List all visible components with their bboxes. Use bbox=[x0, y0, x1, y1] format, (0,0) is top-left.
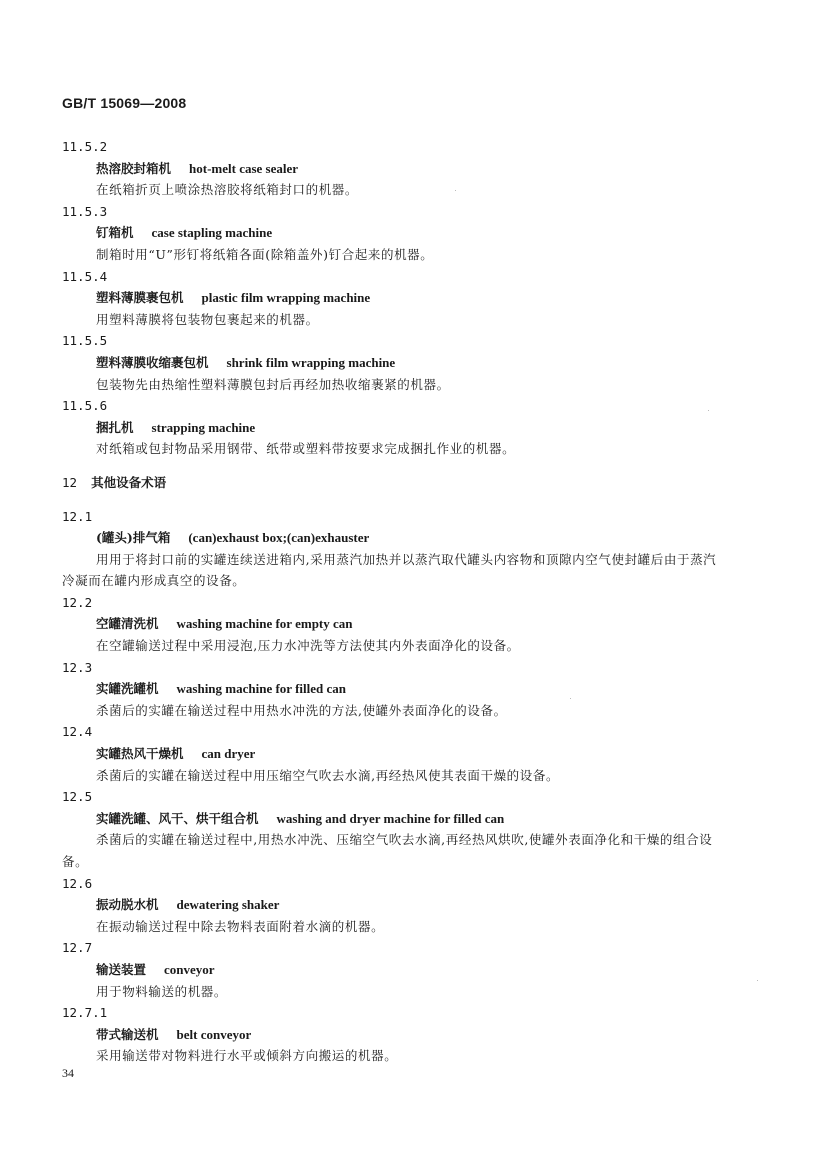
term-heading bbox=[96, 222, 827, 244]
term-zh: 捆扎机 bbox=[96, 419, 134, 435]
term-en: can dryer bbox=[201, 746, 256, 762]
clause-number: 12.6 bbox=[62, 875, 93, 891]
clause-number: 12.7 bbox=[62, 940, 93, 956]
term-definition: 杀菌后的实罐在输送过程中用热水冲洗的方法,使罐外表面净化的设备。 bbox=[96, 702, 507, 718]
term-zh: 实罐热风干燥机 bbox=[96, 746, 184, 762]
term-heading bbox=[96, 808, 827, 830]
clause-number: 12.3 bbox=[62, 659, 93, 675]
clause-number: 11.5.6 bbox=[62, 398, 108, 414]
scan-speck bbox=[708, 410, 709, 411]
term-zh: 实罐洗罐、风干、烘干组合机 bbox=[96, 810, 259, 826]
term-heading bbox=[96, 158, 827, 180]
term-heading bbox=[96, 527, 827, 549]
term-heading bbox=[96, 1024, 827, 1046]
term-en: conveyor bbox=[164, 961, 215, 977]
term-en: plastic film wrapping machine bbox=[201, 290, 371, 306]
term-en: belt conveyor bbox=[176, 1026, 252, 1042]
term-definition: 包装物先由热缩性塑料薄膜包封后再经加热收缩裹紧的机器。 bbox=[96, 376, 450, 392]
scan-speck bbox=[570, 698, 571, 699]
term-zh: (罐头)排气箱 bbox=[96, 530, 171, 546]
term-definition: 在空罐输送过程中采用浸泡,压力水冲洗等方法使其内外表面净化的设备。 bbox=[96, 638, 520, 654]
page-number: 34 bbox=[62, 1066, 74, 1080]
clause-number: 12.4 bbox=[62, 724, 93, 740]
term-en: strapping machine bbox=[151, 419, 256, 435]
term-en: shrink film wrapping machine bbox=[226, 354, 396, 370]
term-en: washing and dryer machine for filled can bbox=[276, 810, 505, 826]
term-en: washing machine for filled can bbox=[176, 681, 347, 697]
document-body bbox=[0, 136, 827, 1067]
term-heading bbox=[96, 613, 827, 635]
term-zh: 钉箱机 bbox=[96, 225, 134, 241]
term-zh: 带式输送机 bbox=[96, 1026, 159, 1042]
clause-number: 11.5.2 bbox=[62, 139, 108, 154]
clause-number: 11.5.5 bbox=[62, 333, 108, 349]
term-en: hot-melt case sealer bbox=[189, 160, 299, 176]
term-definition: 用用于将封口前的实罐连续送进箱内,采用蒸汽加热并以蒸汽取代罐头内容物和顶隙内空气使封罐后由于蒸汽冷凝而在罐内形成真空的设备。 bbox=[62, 551, 717, 589]
term-definition: 杀菌后的实罐在输送过程中,用热水冲洗、压缩空气吹去水滴,再经热风烘吹,使罐外表面净化和干燥的组合设备。 bbox=[62, 832, 713, 869]
term-heading bbox=[96, 743, 827, 765]
term-zh: 输送装置 bbox=[96, 961, 147, 977]
term-definition: 用于物料输送的机器。 bbox=[96, 983, 228, 999]
clause-number: 11.5.3 bbox=[62, 203, 108, 219]
term-zh: 空罐清洗机 bbox=[96, 616, 159, 632]
scan-speck bbox=[455, 190, 456, 191]
standard-code-header: GB/T 15069—2008 bbox=[62, 95, 187, 111]
term-en: washing machine for empty can bbox=[176, 616, 353, 632]
term-heading bbox=[96, 417, 827, 439]
term-heading bbox=[96, 352, 827, 374]
term-zh: 振动脱水机 bbox=[96, 897, 159, 913]
term-en: dewatering shaker bbox=[176, 897, 280, 913]
term-definition: 在纸箱折页上喷涂热溶胶将纸箱封口的机器。 bbox=[96, 182, 359, 198]
clause-number: 12.7.1 bbox=[62, 1005, 108, 1021]
term-definition: 用塑料薄膜将包装物包裹起来的机器。 bbox=[96, 311, 319, 327]
term-zh: 实罐洗罐机 bbox=[96, 681, 159, 697]
chapter-heading bbox=[62, 472, 827, 494]
scan-speck bbox=[757, 980, 758, 981]
term-definition: 对纸箱或包封物品采用钢带、纸带或塑料带按要求完成捆扎作业的机器。 bbox=[96, 441, 516, 457]
term-zh: 塑料薄膜裹包机 bbox=[96, 290, 184, 306]
term-en: (can)exhaust box;(can)exhauster bbox=[188, 530, 370, 546]
term-heading bbox=[96, 894, 827, 916]
clause-number: 12.5 bbox=[62, 789, 93, 805]
clause-number: 12.2 bbox=[62, 594, 93, 610]
term-heading bbox=[96, 678, 827, 700]
term-zh: 塑料薄膜收缩裹包机 bbox=[96, 354, 209, 370]
chapter-title: 其他设备术语 bbox=[91, 474, 167, 490]
term-definition: 杀菌后的实罐在输送过程中用压缩空气吹去水滴,再经热风使其表面干燥的设备。 bbox=[96, 767, 560, 783]
term-heading bbox=[96, 287, 827, 309]
term-definition: 在振动输送过程中除去物料表面附着水滴的机器。 bbox=[96, 918, 385, 934]
chapter-number: 12 bbox=[62, 474, 78, 490]
term-en: case stapling machine bbox=[151, 225, 273, 241]
term-definition: 采用输送带对物料进行水平或倾斜方向搬运的机器。 bbox=[96, 1048, 398, 1064]
term-definition: 制箱时用“U”形钉将纸箱各面(除箱盖外)钉合起来的机器。 bbox=[96, 246, 434, 262]
term-heading bbox=[96, 959, 827, 981]
clause-number: 12.1 bbox=[62, 508, 93, 524]
clause-number: 11.5.4 bbox=[62, 268, 108, 284]
term-zh: 热溶胶封箱机 bbox=[96, 160, 172, 176]
